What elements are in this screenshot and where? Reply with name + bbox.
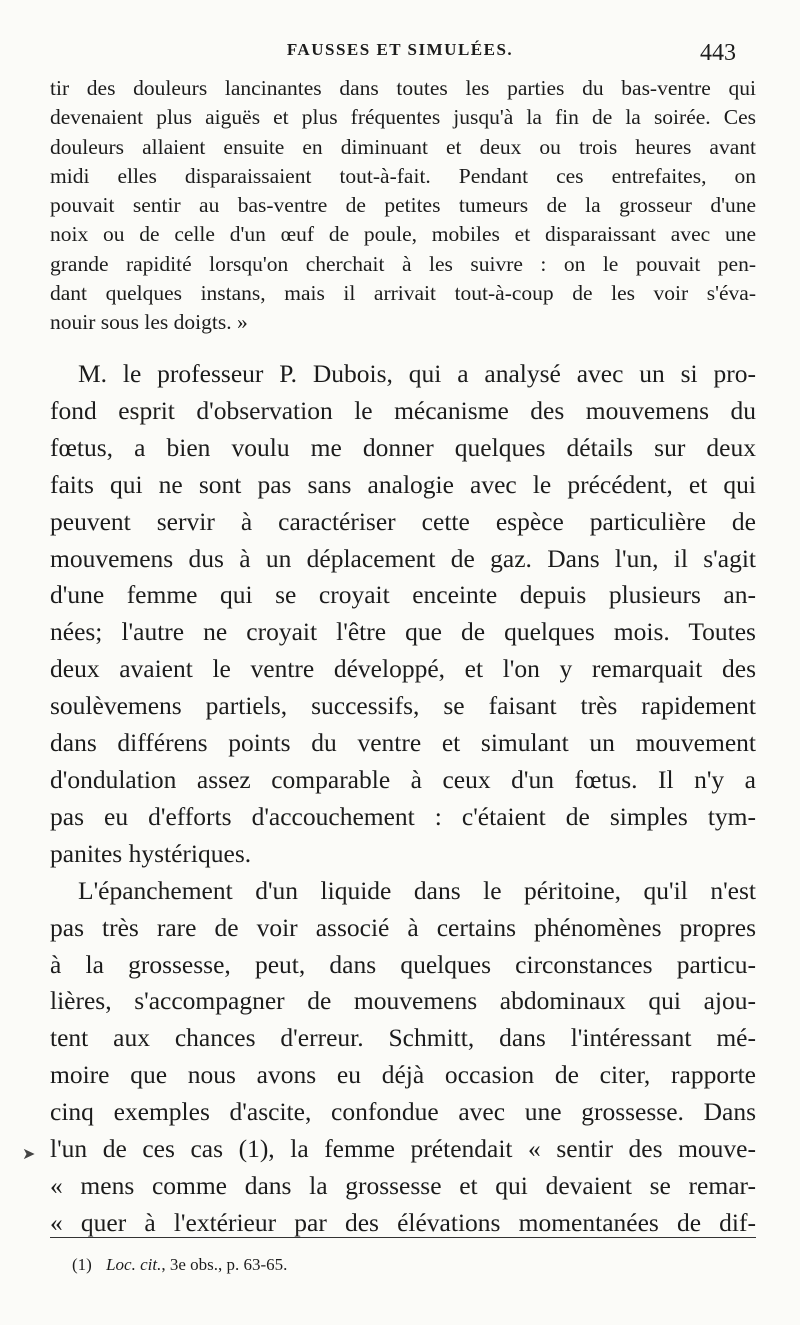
text-line: moire que nous avons eu déjà occasion de citer, rapporte	[50, 1060, 756, 1090]
text-line: d'une femme qui se croyait enceinte depuis plusieurs an-	[50, 580, 756, 610]
footnote-marker: (1)	[72, 1255, 92, 1274]
footnote-reference: , 3e obs., p. 63-65.	[161, 1255, 288, 1274]
text-line: noix ou de celle d'un œuf de poule, mobiles et disparaissant avec une	[50, 222, 756, 247]
text-line: « quer à l'extérieur par des élévations momentanées de dif-	[50, 1207, 756, 1237]
text-line: dant quelques instans, mais il arrivait tout-à-coup de les voir s'éva-	[50, 281, 756, 306]
text-line: grande rapidité lorsqu'on cherchait à les suivre : on le pouvait pen-	[50, 251, 756, 276]
text-line: l'un de ces cas (1), la femme prétendait « sentir des mouve-	[50, 1134, 756, 1164]
text-line: d'ondulation assez comparable à ceux d'un fœtus. Il n'y a	[50, 764, 756, 794]
paragraph-first-line: M. le professeur P. Dubois, qui a analysé avec un si pro-	[78, 359, 756, 388]
text-line: midi elles disparaissaient tout-à-fait. Pendant ces entrefaites, on	[50, 163, 756, 188]
text-line: fond esprit d'observation le mécanisme des mouvemens du	[50, 395, 756, 425]
quoted-passage	[50, 74, 756, 338]
paragraph-first-line: L'épanchement d'un liquide dans le péritoine, qu'il n'est	[78, 875, 756, 905]
page-number: 443	[700, 40, 736, 66]
text-line: soulèvemens partiels, successifs, se faisant très rapidement	[50, 691, 756, 721]
text-line: panites hystériques.	[50, 838, 252, 868]
text-line: à la grossesse, peut, dans quelques circonstances particu-	[50, 949, 756, 979]
text-line: pouvait sentir au bas-ventre de petites tumeurs de la grosseur d'une	[50, 193, 756, 218]
body-text	[50, 356, 756, 1242]
footnote	[72, 1255, 287, 1275]
running-title: FAUSSES ET SIMULÉES.	[286, 40, 514, 59]
footnote-source: Loc. cit.	[106, 1255, 162, 1274]
text-line: fœtus, a bien voulu me donner quelques détails sur deux	[50, 432, 756, 462]
text-line: « mens comme dans la grossesse et qui devaient se remar-	[50, 1170, 756, 1200]
text-line: tir des douleurs lancinantes dans toutes les parties du bas-ventre qui	[50, 76, 756, 100]
text-line: deux avaient le ventre développé, et l'on y remarquait des	[50, 654, 756, 684]
text-line: mouvemens dus à un déplacement de gaz. Dans l'un, il s'agit	[50, 543, 756, 573]
text-line: cinq exemples d'ascite, confondue avec une grossesse. Dans	[50, 1097, 756, 1127]
text-line: douleurs allaient ensuite en diminuant et deux ou trois heures avant	[50, 134, 756, 159]
text-line: faits qui ne sont pas sans analogie avec le précédent, et qui	[50, 469, 756, 499]
text-line: nées; l'autre ne croyait l'être que de quelques mois. Toutes	[50, 617, 756, 647]
text-line: devenaient plus aiguës et plus fréquentes jusqu'à la fin de la soirée. Ces	[50, 105, 756, 130]
text-line: dans différens points du ventre et simulant un mouvement	[50, 728, 756, 758]
text-line: lières, s'accompagner de mouvemens abdominaux qui ajou-	[50, 986, 756, 1016]
text-line: peuvent servir à caractériser cette espèce particulière de	[50, 506, 756, 536]
text-line: pas eu d'efforts d'accouchement : c'étaient de simples tym-	[50, 801, 756, 831]
margin-arrow-mark: ➤	[22, 1146, 36, 1163]
text-line: tent aux chances d'erreur. Schmitt, dans l'intéressant mé-	[50, 1023, 756, 1053]
text-line: pas très rare de voir associé à certains phénomènes propres	[50, 912, 756, 942]
text-line: nouir sous les doigts. »	[50, 310, 248, 335]
footnote-divider	[50, 1237, 756, 1238]
